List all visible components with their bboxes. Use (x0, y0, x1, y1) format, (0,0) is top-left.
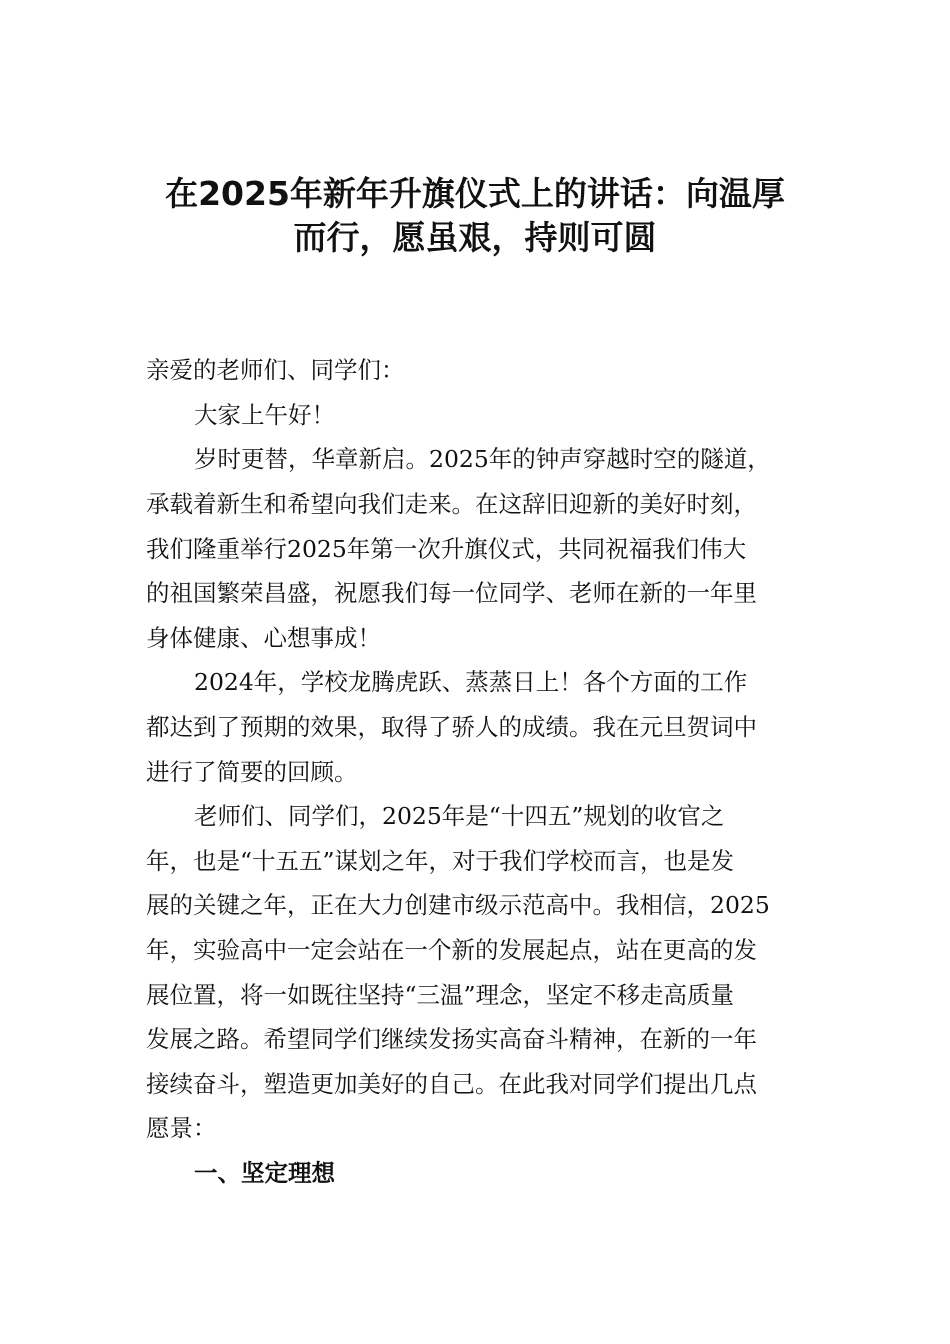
paragraph-line: 老师们、同学们，2025年是“十四五”规划的收官之 (194, 802, 725, 830)
paragraph-line: 进行了简要的回顾。 (146, 758, 358, 786)
paragraph-line: 都达到了预期的效果，取得了骄人的成绩。我在元旦贺词中 (146, 713, 757, 741)
paragraph-line: 发展之路。希望同学们继续发扬实高奋斗精神，在新的一年 (146, 1025, 757, 1053)
paragraph-line: 展位置，将一如既往坚持“三温”理念，坚定不移走高质量 (146, 981, 735, 1009)
paragraph-line: 我们隆重举行2025年第一次升旗仪式，共同祝福我们伟大 (146, 535, 747, 563)
paragraph-line: 接续奋斗，塑造更加美好的自己。在此我对同学们提出几点 (146, 1070, 757, 1098)
salutation: 亲爱的老师们、同学们： (146, 356, 405, 384)
document-title-line-2: 而行，愿虽艰，持则可圆 (293, 218, 657, 257)
paragraph-line: 岁时更替，华章新启。2025年的钟声穿越时空的隧道， (194, 445, 771, 473)
paragraph-line: 年，也是“十五五”谋划之年，对于我们学校而言，也是发 (146, 847, 735, 875)
paragraph-line: 2024年，学校龙腾虎跃、蒸蒸日上！各个方面的工作 (194, 668, 748, 696)
paragraph-line: 承载着新生和希望向我们走来。在这辞旧迎新的美好时刻， (146, 490, 757, 518)
section-heading: 一、坚定理想 (194, 1159, 335, 1187)
greeting: 大家上午好！ (194, 401, 335, 429)
paragraph-line: 的祖国繁荣昌盛，祝愿我们每一位同学、老师在新的一年里 (146, 579, 757, 607)
paragraph-line: 身体健康、心想事成！ (146, 624, 381, 652)
paragraph-line: 愿景： (146, 1114, 217, 1142)
document-title-line-1: 在2025年新年升旗仪式上的讲话：向温厚 (165, 174, 785, 213)
paragraph-line: 展的关键之年，正在大力创建市级示范高中。我相信，2025 (146, 891, 770, 919)
paragraph-line: 年，实验高中一定会站在一个新的发展起点，站在更高的发 (146, 936, 757, 964)
